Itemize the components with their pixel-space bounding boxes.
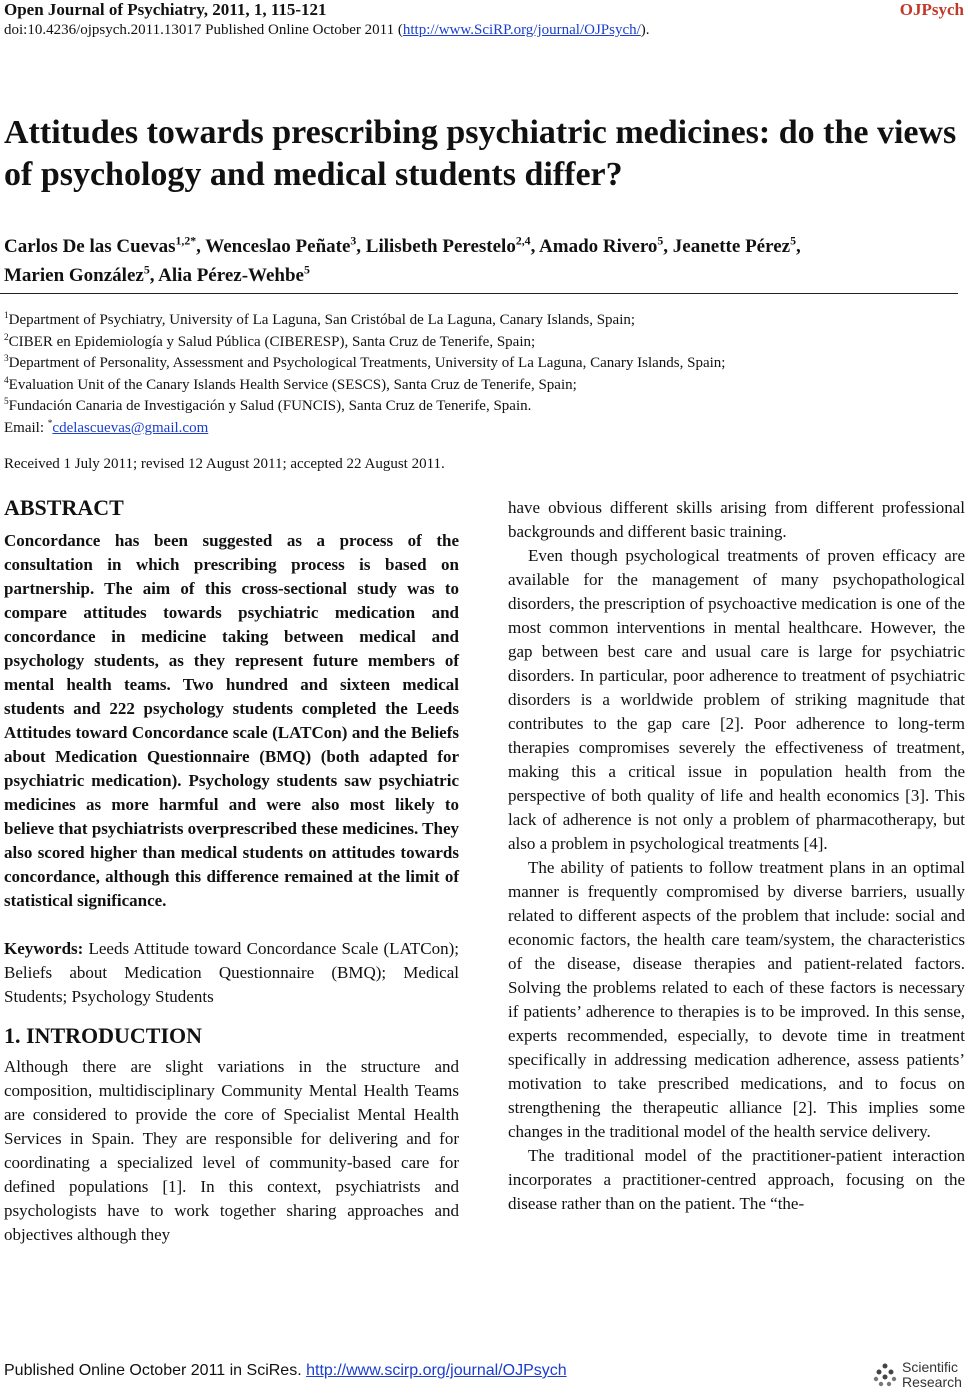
journal-link[interactable]: http://www.SciRP.org/journal/OJPsych/ [402, 22, 641, 38]
keywords-text: Leeds Attitude toward Concordance Scale (LATCon); Beliefs about Medication Questionnaire (BMQ); Medical Students; Psychology Students [4, 939, 459, 1006]
keywords [4, 937, 459, 1009]
footer-link[interactable]: http://www.scirp.org/journal/OJPsych [306, 1362, 567, 1379]
author-separator: , [795, 236, 801, 257]
author-separator: , [530, 236, 540, 257]
author-affiliation-marker: 3 [350, 234, 357, 248]
right-column [508, 496, 965, 1216]
author-affiliation-marker: 2,4 [515, 234, 531, 248]
email-line [4, 418, 959, 440]
author-separator: , [356, 236, 366, 257]
affiliation-text: Fundación Canaria de Investigación y Salud (FUNCIS), Santa Cruz de Tenerife, Spain. [8, 398, 532, 414]
affiliation-text: Evaluation Unit of the Canary Islands Health Service (SESCS), Santa Cruz de Tenerife, Spain; [8, 376, 577, 393]
author-name: Amado Rivero [539, 236, 658, 257]
author-name: Alia Pérez-Wehbe [158, 265, 304, 286]
affiliation-number: 3 [4, 354, 9, 364]
paper-title: Attitudes towards prescribing psychiatric medicines: do the views of psychology and medical students differ? [4, 114, 957, 193]
author-affiliation-marker: 5 [657, 234, 664, 248]
author-list [4, 232, 959, 290]
affiliation-item [4, 310, 959, 332]
affiliation-number: 1 [4, 311, 9, 321]
affiliation-text: Department of Personality, Assessment and Psychological Treatments, University of La Laguna, Canary Islands, Spain; [8, 355, 726, 371]
author-separator: , [663, 236, 673, 257]
abstract-heading: ABSTRACT [4, 495, 124, 520]
author-name: Jeanette Pérez [672, 236, 791, 257]
affiliation-item [4, 353, 959, 375]
author-affiliation-marker: 5 [143, 263, 150, 277]
logo-text [902, 1360, 962, 1390]
doi-suffix: ). [640, 22, 650, 38]
author-affiliation-marker: 1,2* [175, 234, 197, 248]
affiliation-item [4, 375, 959, 397]
header-divider [0, 293, 958, 294]
affiliation-number: 4 [4, 375, 9, 386]
journal-header: Open Journal of Psychiatry, 2011, 1, 115-121 [4, 0, 327, 19]
received-dates: Received 1 July 2011; revised 12 August 2011; accepted 22 August 2011. [4, 456, 445, 472]
right-paragraph-4: The traditional model of the practitioner-patient interaction incorporates a practitioner-centred approach, focusing on the disease rather than on the patient. The “the- [508, 1146, 965, 1213]
email-label: Email: [4, 419, 48, 436]
scientific-research-logo-icon [872, 1362, 898, 1388]
doi-prefix: doi:10.4236/ojpsych.2011.13017 Published Online October 2011 ( [4, 22, 403, 38]
introduction-heading: 1. INTRODUCTION [4, 1023, 203, 1048]
logo-line-2: Research [902, 1374, 962, 1390]
intro-paragraph-1: Although there are slight variations in the structure and composition, multidisciplinary Community Mental Health Teams are considered to provide the core of Specialist Mental Health Services in Spain. They are responsible for delivering and for coordinating a specialized level of community-based care for defined populations [1]. In this context, psychiatrists and psychologists have to work together sharing approaches and objectives although they [4, 1057, 459, 1244]
left-column [4, 493, 459, 1247]
author-name: Wenceslao Peñate [205, 236, 351, 257]
affiliation-number: 5 [4, 397, 9, 407]
keywords-label: Keywords: [4, 939, 84, 958]
right-paragraph-1: have obvious different skills arising from different professional backgrounds and different basic training. [508, 498, 965, 541]
affiliation-number: 2 [4, 332, 9, 343]
affiliation-text: CIBER en Epidemiología y Salud Pública (CIBERESP), Santa Cruz de Tenerife, Spain; [8, 333, 536, 350]
affiliation-item [4, 332, 959, 354]
abstract-text: Concordance has been suggested as a process of the consultation in which prescribing process is based on partnership. The aim of this cross-sectional study was to compare attitudes towards psychiatric medication and concordance in medicine taking between medical and psychology students, as they represent future members of mental health teams. Two hundred and sixteen medical students and 222 psychology students completed the Leeds Attitudes toward Concordance scale (LATCon) and the Beliefs about Medication Questionnaire (BMQ) (both adapted for psychiatric medication). Psychology students saw psychiatric medicines as more harmful and were also most likely to believe that psychiatrists overprescribed these medicines. They also scored higher than medical students on attitudes towards concordance, although this difference remained at the limit of statistical significance. [4, 531, 460, 910]
author-name: Carlos De las Cuevas [4, 236, 176, 257]
affiliation-item [4, 396, 959, 418]
author-separator: , [196, 236, 206, 257]
affiliation-text: Department of Psychiatry, University of La Laguna, San Cristóbal de La Laguna, Canary Islands, Spain; [8, 312, 636, 328]
right-paragraph-3: The ability of patients to follow treatment plans in an optimal manner is frequently compromised by diverse barriers, usually related to different aspects of the problem that include: social and economic factors, the health care team/system, the characteristics of the disease, disease therapies and patient-related factors. Solving the problems related to each of these factors is necessary if patients’ adherence to therapies is to be improved. In this sense, experts recommended, especially, to devote time in treatment specifically in addressing medication adherence, assess patients’ motivation to take prescribed medications, and to focus on strengthening the therapeutic alliance [2]. This implies some changes in the traditional model of the health service delivery. [508, 858, 965, 1141]
author-affiliation-marker: 5 [303, 263, 310, 277]
logo-line-1: Scientific [902, 1359, 959, 1375]
page-footer [4, 1362, 567, 1380]
affiliations [4, 310, 959, 439]
author-name: Lilisbeth Perestelo [365, 236, 516, 257]
affiliation-list [4, 310, 959, 418]
author-affiliation-marker: 5 [790, 234, 796, 248]
footer-text: Published Online October 2011 in SciRes. [4, 1362, 307, 1379]
email-link[interactable]: cdelascuevas@gmail.com [52, 419, 209, 436]
journal-tag: OJPsych [899, 0, 964, 19]
email-marker: * [47, 418, 53, 429]
publisher-logo [872, 1358, 962, 1392]
author-name: Marien González [4, 265, 144, 286]
author-separator: , [149, 265, 159, 286]
right-paragraph-2: Even though psychological treatments of proven efficacy are available for the management of many psychopathological disorders, the prescription of psychoactive medication is one of the most common interventions in mental healthcare. However, the gap between best care and usual care is large for psychiatric disorders. In particular, poor adherence to treatment of psychiatric disorders is a worldwide problem of striking magnitude that contributes to the gap care [2]. Poor adherence to long-term therapies compromises severely the effectiveness of treatment, making this a critical issue in population health from the perspective of both quality of life and health economics [3]. This lack of adherence is not only a problem of pharmacotherapy, but also a problem in psychological treatments [4]. [508, 546, 965, 853]
doi-line [4, 22, 650, 39]
